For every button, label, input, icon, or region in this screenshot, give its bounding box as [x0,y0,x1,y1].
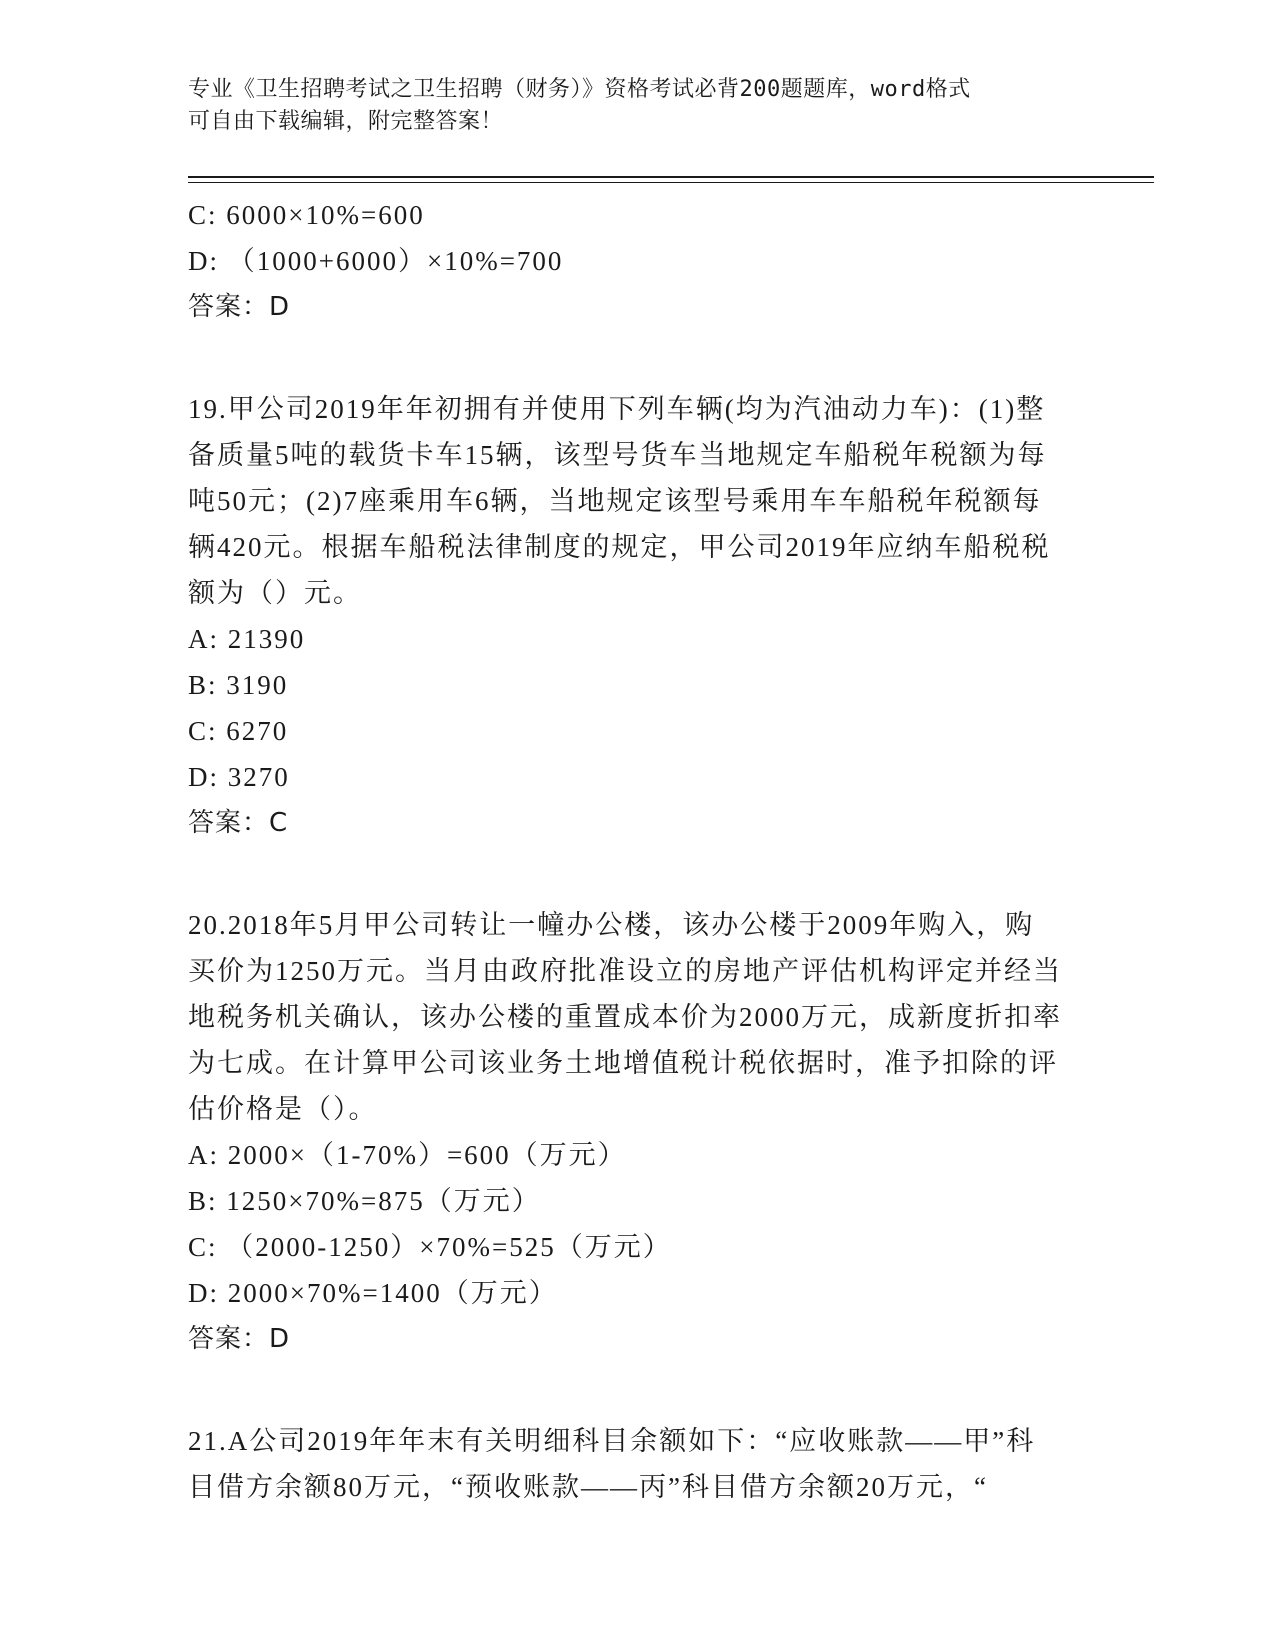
question-19 [188,386,1088,846]
option-c: C: 6270 [188,716,289,746]
question-text-line: 20.2018年5月甲公司转让一幢办公楼，该办公楼于2009年购入，购 [188,910,1035,940]
option-a: A: 2000×（1-70%）=600（万元） [188,1140,627,1170]
spacer [188,846,1088,902]
question-text-line: 辆420元。根据车船税法律制度的规定，甲公司2019年应纳车船税税 [188,532,1051,562]
document-header [188,74,1068,138]
answer: 答案：C [188,808,289,838]
option-d: D: （1000+6000）×10%=700 [188,246,564,276]
option-c: C: 6000×10%=600 [188,200,425,230]
answer: 答案：D [188,292,291,322]
document-body [188,192,1088,1510]
spacer [188,1362,1088,1418]
question-text-line: 21.A公司2019年年末有关明细科目余额如下：“应收账款——甲”科 [188,1426,1036,1456]
question-text-line: 估价格是（）。 [188,1094,378,1124]
question-text-line: 为七成。在计算甲公司该业务土地增值税计税依据时，准予扣除的评 [188,1048,1058,1078]
option-b: B: 1250×70%=875（万元） [188,1186,541,1216]
question-text-line: 吨50元；(2)7座乘用车6辆，当地规定该型号乘用车车船税年税额每 [188,486,1042,516]
question-text-line: 额为（）元。 [188,578,362,608]
question-text-line: 目借方余额80万元，“预收账款——丙”科目借方余额20万元，“ [188,1472,988,1502]
header-divider-thick [188,176,1154,178]
question-text-line: 买价为1250万元。当月由政府批准设立的房地产评估机构评定并经当 [188,956,1062,986]
question-text-line: 19.甲公司2019年年初拥有并使用下列车辆(均为汽油动力车)：(1)整 [188,394,1046,424]
answer: 答案：D [188,1324,291,1354]
option-d: D: 2000×70%=1400（万元） [188,1278,558,1308]
option-a: A: 21390 [188,624,306,654]
question-text-line: 地税务机关确认，该办公楼的重置成本价为2000万元，成新度折扣率 [188,1002,1062,1032]
header-line-2: 可自由下载编辑，附完整答案！ [188,109,504,134]
header-line-1: 专业《卫生招聘考试之卫生招聘（财务）》资格考试必背200题题库，word格式 [188,77,971,102]
question-21 [188,1418,1088,1510]
previous-question [188,192,1088,330]
question-20 [188,902,1088,1362]
header-divider-thin [188,182,1154,183]
question-text-line: 备质量5吨的载货卡车15辆，该型号货车当地规定车船税年税额为每 [188,440,1047,470]
spacer [188,330,1088,386]
option-d: D: 3270 [188,762,290,792]
option-c: C: （2000-1250）×70%=525（万元） [188,1232,672,1262]
option-b: B: 3190 [188,670,289,700]
